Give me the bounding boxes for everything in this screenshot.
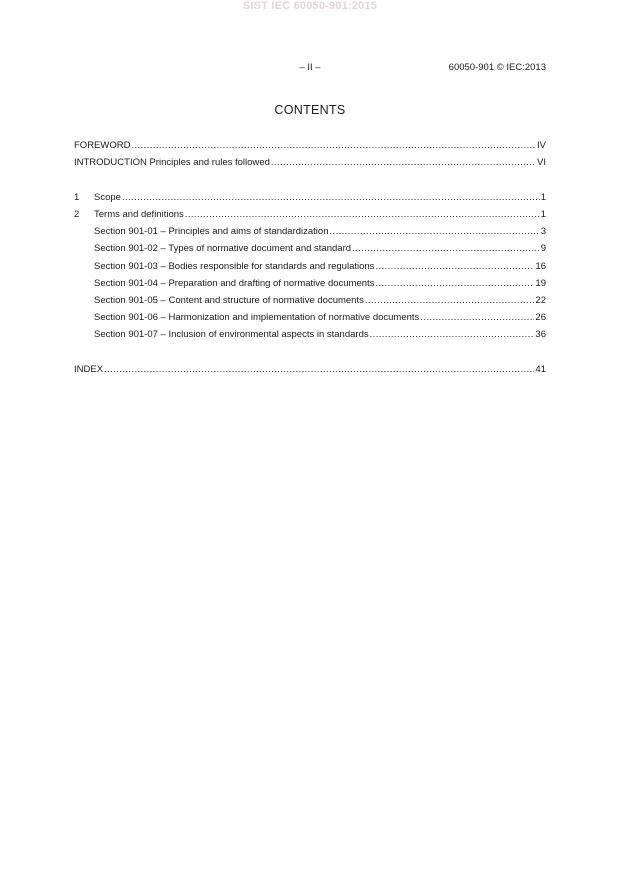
- toc-leader-dots: [329, 226, 539, 238]
- toc-page: 9: [540, 243, 546, 254]
- toc-leader-dots: [420, 312, 534, 324]
- toc-entry-section-901-05[interactable]: [94, 295, 546, 307]
- toc-clause-number: 1: [74, 192, 80, 203]
- toc-page: 19: [535, 278, 546, 289]
- toc-label: Section 901-05 – Content and structure of normative documents: [94, 295, 364, 306]
- toc-leader-dots: [271, 157, 536, 169]
- toc-clause-number: 2: [74, 209, 80, 220]
- toc-leader-dots: [375, 261, 534, 273]
- toc-label: Section 901-04 – Preparation and drafting of normative documents: [94, 278, 375, 289]
- toc-leader-dots: [375, 278, 534, 290]
- toc-entry-introduction[interactable]: [74, 157, 546, 169]
- toc-entry-section-901-01[interactable]: [94, 226, 546, 238]
- toc-entry-section-901-04[interactable]: [94, 278, 546, 290]
- toc-label: Scope: [94, 192, 121, 203]
- toc-label: FOREWORD: [74, 140, 131, 151]
- toc-leader-dots: [352, 243, 540, 255]
- toc-label: Section 901-02 – Types of normative document and standard: [94, 243, 352, 254]
- toc-page: 26: [535, 312, 546, 323]
- toc-page: 1: [540, 209, 546, 220]
- contents-title: CONTENTS: [274, 103, 346, 117]
- page-number: – II –: [299, 62, 321, 73]
- toc-page: 3: [540, 226, 546, 237]
- toc-label: Terms and definitions: [94, 209, 184, 220]
- toc-entry-section-901-06[interactable]: [94, 312, 546, 324]
- toc-page: IV: [537, 140, 546, 151]
- toc-page: 16: [535, 261, 546, 272]
- toc-label: Section 901-01 – Principles and aims of standardization: [94, 226, 329, 237]
- toc-entry-scope[interactable]: [74, 192, 546, 204]
- toc-label: Section 901-07 – Inclusion of environmental aspects in standards: [94, 329, 369, 340]
- toc-page: 36: [535, 329, 546, 340]
- toc-entry-terms-and-definitions[interactable]: [74, 209, 546, 221]
- toc-entry-index[interactable]: [74, 364, 546, 376]
- toc-page: 22: [535, 295, 546, 306]
- toc-leader-dots: [370, 329, 535, 341]
- toc-label: Section 901-06 – Harmonization and implementation of normative documents: [94, 312, 420, 323]
- standard-reference: 60050-901 © IEC:2013: [448, 62, 546, 73]
- toc-label: INDEX: [74, 364, 104, 375]
- toc-page: 1: [540, 192, 546, 203]
- toc-entry-section-901-03[interactable]: [94, 261, 546, 273]
- toc-leader-dots: [185, 209, 540, 221]
- toc-leader-dots: [131, 140, 536, 152]
- toc-page: VI: [537, 157, 546, 168]
- toc-entry-foreword[interactable]: [74, 140, 546, 152]
- document-watermark: SIST IEC 60050-901:2015: [242, 0, 378, 12]
- toc-label: Section 901-03 – Bodies responsible for standards and regulations: [94, 261, 375, 272]
- toc-leader-dots: [365, 295, 535, 307]
- toc-page: 41: [535, 364, 546, 375]
- toc-entry-section-901-07[interactable]: [94, 329, 546, 341]
- toc-label: INTRODUCTION Principles and rules followed: [74, 157, 270, 168]
- toc-entry-section-901-02[interactable]: [94, 243, 546, 255]
- toc-leader-dots: [122, 192, 540, 204]
- toc-leader-dots: [104, 364, 534, 376]
